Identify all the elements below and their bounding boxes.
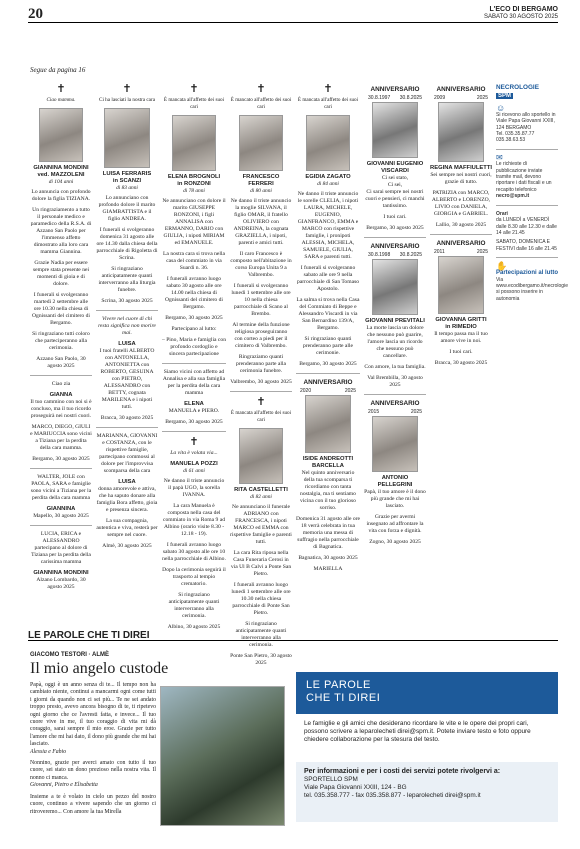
text: La cara Rita riposa nella Casa Funeraria Cerosi in via Ul B Calvi a Ponte San Pietro. [230,550,292,577]
text: Bergamo, 30 agosto 2025 [32,456,90,462]
deceased-name: GIOVANNI PREVITALI [365,318,425,324]
text: Bergamo, 30 agosto 2025 [366,225,424,231]
text: I tuoi cari. [383,214,407,220]
text: Azzano San Paolo, 30 agosto 2025 [36,356,86,369]
text: Si ricevono allo sportello in Viale Papa Giovanni XXIII, 124 BERGAMO [496,111,556,131]
text: La cara Manuela è composta nella casa del commiato in via Roma 9 ad Albino (orario visite 8.30 - 12.18 - 19). [163,503,225,537]
caption: È mancato all'affetto dei suoi cari [230,97,292,110]
text: Ne danno il triste annuncio il papà UGO, la sorella IVANNA. [163,478,225,498]
anniversary-heading: ANNIVERSARIO [370,86,420,93]
cross-icon: ✝ [323,83,333,95]
portrait-photo [438,102,484,162]
text: donna amorevole e attiva, che ha saputo donare alla famiglia Bora affetto, gioia e presenza sincera. [96,486,158,513]
text: Val Brembilla, 30 agosto 2025 [367,375,423,388]
deceased-name: MANUELA POZZI [170,461,218,467]
portrait-photo [438,256,484,314]
text: Lo annuncia con profondo dolore la figlia TIZIANA. [31,189,91,202]
promo-contact [296,762,558,822]
age: di 78 anni [183,188,205,194]
continuation-note: Segue da pagina 16 [30,66,86,74]
signature: Alessia e Fabio [30,748,67,755]
age: di 61 anni [183,468,205,474]
section-title: LE PAROLE CHE TI DIREI [28,630,150,641]
year-end: 30.8.2025 [399,252,422,258]
text: Il caro Francesco è composto nell'abitazione in corso Europa Unita 9 a Valbrembo. [230,251,292,278]
deceased-name: ELENA BROGNOLI in RONZONI [167,174,221,187]
portrait-photo [239,428,283,484]
cross-icon: ✝ [189,83,199,95]
year-end: 2025 [476,249,488,255]
article-headline: Il mio angelo custode [30,660,169,677]
year-start: 2020 [300,388,312,394]
year-end: 2025 [344,388,356,394]
text: Un ringraziamento a tutto il personale medico e paramedico della R.S.A. di Azzano San Paolo per l'immenso affetto dimostrato alla loro cara mamma Giannina. [30,207,92,255]
text: LUCIA, ERICA e ALESSANDRO partecipano al dolore di Tiziana per la perdita della carissima mamma [31,531,91,565]
text: Si ringraziano quanti prenderanno parte alle cerimonie. [302,336,353,356]
caption: È mancata all'affetto dei suoi cari [297,97,359,110]
paragraph: Nonnino, grazie per averci amato con tutto il tuo cuore, sei stato un dono prezioso nella nostra vita. Il nonno ci manca. [30,760,156,781]
text: Alzano Lombardo, 30 agosto 2025 [36,577,86,590]
anniversary-years [364,409,426,416]
text: Ponte San Pietro, 30 agosto 2025 [230,653,292,666]
quote: Vivere nel cuore di chi resta significa non morire mai. [98,316,156,336]
portrait-photo [372,259,418,315]
text: Siamo vicini con affetto ad Annalisa e alla sua famiglia per la perdita della cara mamma [162,369,226,396]
text: Domenica 31 agosto alle ore 18 verrà celebrata in tua memoria una messa di suffragio nella parrocchiale di Bagnatica. [296,516,360,550]
text: Grazie per avermi insegnato ad affrontare la vita con forza e dignità. [366,514,424,534]
column-1 [30,84,92,595]
cross-icon: ✝ [256,83,266,95]
text: Il tuo cammino con noi si è concluso, ma il tuo ricordo proseguirà nei nostri cuori. [30,399,92,419]
text: Ci sei stato, Ci sei, Ci sarai sempre nei nostri cuori e pensieri, ci manchi tantissimo. [365,175,425,209]
text: Lallio, 30 agosto 2025 [435,222,487,228]
promo-box [296,648,558,834]
divider [162,431,226,432]
year-start: 2011 [434,249,445,255]
text: Bergamo, 30 agosto 2025 [299,361,357,367]
mail-icon: ✉ [496,152,503,162]
divider [430,234,492,235]
year-end: 30.8.2025 [399,95,422,101]
cross-icon: ✝ [189,436,199,448]
text: I funerali si svolgeranno domenica 31 agosto alle ore 14.30 dalla chiesa della parrocchiale di Rigoletta di Scrina. [96,227,158,261]
text: Bergamo, 30 agosto 2025 [165,315,223,321]
caption: Ciao mamma. [46,97,76,103]
text: MARCO, DIEGO, GIULI e MARIUCCIA sono vicini a Tiziana per la perdita della cara mamma. [30,424,92,451]
paragraph: Papà, oggi è un anno senza di te... Il tempo non ha cambiato niente, continui a mancarmi ogni come tutti i giorni da quando non ci sei più... Te ne sei andato troppo presto, avevo ancora bisogno di te, ti ripetevo ogni giorno che ce l'avresti fatta, e invece... Il tuo cuore vive in me, il tuo coraggio di vita mi dà coraggio, sarai sempre il mio eroe. Grazie per tutto l'amore che mi hai dato, il dono più grande che mi hai lasciato. [30,682,156,748]
divider [296,373,360,374]
column-5 [296,84,360,577]
caption: Ci ha lasciati la nostra cara [98,97,156,103]
portrait-photo [305,395,351,453]
sidebar-title: NECROLOGIE [496,84,539,91]
text: – Pino, Maria e famiglia con profondo cordoglio e sincera partecipazione [162,337,227,357]
deceased-name: REGINA MAFFIULETTI [430,165,492,171]
text: I tuoi fratelli ALBERTO con ANTONELLA, ANTONIETTA con ROBERTO, GESUINA con PIETRO, ALESSANDRO con BETTY, cognata MARILENA e i nipoti tutti. [99,348,155,410]
user-icon: ☺ [496,103,506,114]
email-link[interactable]: necro@spm.it [496,193,530,200]
hand-icon: ✋ [496,261,508,272]
divider [230,391,292,392]
signature: Giovanni, Pietro e Elisabetta [30,782,98,789]
portrait-photo [39,108,83,162]
text: Si ringraziano tutti coloro che parteciperanno alla cerimonia. [32,331,90,351]
text: Grazie Nadia per essere sempre stata presente nei momenti di gioia e di dolore. [32,260,90,287]
anniversary-years [364,95,426,102]
name: LUISA [118,479,136,485]
page-number: 20 [28,6,43,22]
text: Nel quinto anniversario della tua scomparsa ti ricordiamo con tanta nostalgia, ma ti sentiamo vicina con il tuo glorioso sorriso. [300,470,356,511]
age: di 83 anni [116,185,138,191]
text: WALTER, JOLE con PAOLA, SARA e famiglie sono vicini a Tiziana per la perdita della cara mamma [30,474,92,501]
promo-banner [296,672,558,714]
text: Bagnatica, 30 agosto 2025 [298,555,358,561]
text: Bergamo, 30 agosto 2025 [165,419,223,425]
text: Almè, 30 agosto 2025 [102,543,152,549]
column-7 [430,84,492,371]
text: Bracca, 30 agosto 2025 [100,415,154,421]
text: La sua compagnia, autentica e viva, resterà per sempre nel cuore. [96,518,158,538]
cross-icon: ✝ [122,83,132,95]
caption: È mancata all'affetto dei suoi cari [163,97,225,110]
text: I funerali avranno luogo lunedì 1 settembre alle ore 10.30 nella chiesa parrocchiale di Ponte San Pietro. [231,582,291,616]
issue-date: SABATO 30 AGOSTO 2025 [483,14,558,20]
deceased-name: ISIDE ANDREOTTI BARCELLA [302,456,354,469]
quote: La vita è volata via... [170,450,218,456]
text: Dopo la cerimonia seguirà il trasporto al tempio crematorio. [162,567,226,587]
deceased-name: GIANNINA MONDINI ved. MAZZOLENI [33,165,89,178]
paper-name: L'ECO DI BERGAMO [489,6,558,13]
anniversary-heading: ANNIVERSARIO [370,243,420,250]
deceased-name: GIOVANNI EUGENIO VISCARDI [366,161,424,174]
divider [96,310,158,311]
portrait-photo [172,115,216,171]
anniversary-heading: ANNIVERSARIO [436,86,486,93]
text: I funerali avranno luogo sabato 30 agosto alle ore 14.00 nella chiesa di Ognissanti del cimitero di Bergamo. [165,276,223,310]
column-4 [230,84,292,671]
text: Scrina, 30 agosto 2025 [101,298,153,304]
anniversary-heading: ANNIVERSARIO [370,400,420,407]
text: Partecipano al lutto: [171,326,217,332]
year-start: 30.8.1997 [368,95,391,101]
text: Valbrembo, 30 agosto 2025 [230,379,292,385]
anniversary-years [296,388,360,395]
text: Si ringraziano anticipatamente quanti interverranno alla cerimonia. [235,621,287,648]
contact-address: Viale Papa Giovanni XXIII, 124 - BG [304,784,407,791]
year-start: 30.8.1998 [368,252,391,258]
divider [496,149,558,150]
text: Il tempo passa ma il tuo amore vive in noi. [434,331,488,344]
text: Ne annunciano con dolore il marito GIUSEPPE RONZONI, i figli ANNALISA con ERMANNO, DARIO con GIULIA, i nipoti MIRIAM ed EMANUELE. [162,198,226,246]
text: I funerali si svolgeranno sabato alle ore 9 nella parrocchiale di San Tomaso Apostolo. [296,265,360,292]
divider [96,427,158,428]
text: Lo annunciano con profondo dolore il marito GIAMBATTISTA e il figlio ANDREA. [98,195,156,222]
text: MARIANNA, GIOVANNI e COSTANZA, con le rispettive famiglie, partecipano commossi al dolore per l'improvvisa scomparsa della cara [96,433,158,474]
section-header [28,625,558,641]
text: Zogno, 30 agosto 2025 [369,539,421,545]
column-3 [162,84,226,635]
spm-logo: SPM [498,93,512,99]
divider [496,205,558,206]
contact-phone: tel. 035.358.777 - fax 035.358.877 - leparolecheti direi@spm.it [304,792,481,799]
name: ELENA [184,401,204,407]
text: La morte lascia un dolore che nessuno può guarire, l'amore lascia un ricordo che nessuno può cancellare. [366,325,424,359]
text: PATRIZIA con MARCO, ALBERTO e LORENZO, LIVIO con DANIELA, GIORGIA e GABRIEL. [431,190,491,217]
header-rule [28,22,558,23]
promo-text: Le famiglie e gli amici che desiderano ricordare le vite e le opere dei propri cari, possono scrivere a leparolecheti direi@spm.it. Potete inviare testo e foto oppure chiedere collaborazione per la stesura del testo. [304,720,531,743]
name: GIANNA [49,392,73,398]
text: Ne danno il triste annuncio le sorelle CLELIA, i nipoti LAURA, MICHELE, EUGENIO, GIANFRANCO, EMMA e MARCO con rispettive famiglie, i pronipoti ALESSIA, MICHELA, SAMUELE, GIULIA, SARA e parenti tutti. [297,191,359,260]
promo-title-line-2: CHE TI DIREI [306,692,381,704]
portrait-photo [104,108,150,168]
text: La nostra cara si trova nella casa del commiato in via Suardi n. 36. [163,251,225,271]
anniversary-heading: ANNIVERSARIO [436,240,486,247]
name: LUISA [118,341,136,347]
portrait-photo [306,115,350,171]
divider [496,257,558,258]
divider [364,237,426,238]
cross-icon: ✝ [256,396,266,408]
deceased-name: LUISA FERRARIS in SCANZI [102,171,152,184]
deceased-name: RITA CASTELLETTI [234,487,288,493]
text: Papà, il tuo amore è il dono più grande che mi hai lasciato. [364,489,426,509]
text: Albino, 30 agosto 2025 [167,624,221,630]
text: Sei sempre nei nostri cuori, grazie di tutto. [430,172,492,185]
text: Bracca, 30 agosto 2025 [434,360,488,366]
deceased-name: FRANCESCO FERRERI [242,174,280,187]
age: di 84 anni [317,181,339,187]
text: I funerali si svolgeranno lunedì 1 settembre alle ore 10 nella chiesa parrocchiale di Scano al Brembo. [231,283,291,317]
column-2 [96,84,158,554]
year-start: 2009 [434,95,446,101]
text: Al termine della funzione religiosa proseguiranno con corteo a piedi per il cimitero di Valbrembo. [232,322,290,349]
age: di 82 anni [250,494,272,500]
portrait-photo [372,416,418,472]
sidebar-title-2: Partecipazioni al lutto [496,269,559,276]
contact-office: SPORTELLO SPM [304,776,358,783]
deceased-name: EGIDIA ZAGATO [305,174,351,180]
name: GIANNINA MONDINI [33,570,89,576]
text: La salma si trova nella Casa del Commiato di Beppe e Alessandro Viscardi in via San Bernardino 139/A, Bergamo. [296,297,360,331]
text: Mapello, 30 agosto 2025 [33,513,89,519]
text: Via www.ecodibergamo.it/necrologie si possono inserire in autonomia [496,276,568,302]
caption: È mancata all'affetto dei suoi cari [230,410,292,423]
portrait-photo [372,102,418,158]
text: I tuoi cari. [449,349,473,355]
deceased-name: GIOVANNA GRITTI in RIMEDIO [435,317,487,330]
page-header [28,6,558,22]
anniversary-years [364,252,426,259]
divider [30,525,92,526]
promo-title-line-1: LE PAROLE [306,679,371,691]
age: di 80 anni [250,188,272,194]
text: Ne danno il triste annuncio la moglie SILVANA, il figlio OMAR, il fratello OLIVIERO con ANDREINA, la cognata GRAZIELLA, i nipoti, parenti e amici tutti. [230,198,292,246]
anniversary-heading: ANNIVERSARIO [303,379,353,386]
text: MANUELA e PIERO. [168,408,220,414]
text: Si ringraziano anticipatamente quanti interverranno alla liturgia funebre. [98,266,156,293]
masthead [484,6,558,21]
divider [364,394,426,395]
year-end: 2025 [476,95,488,101]
text: Le richieste di pubblicazione inviate tramite mail, devono riportare i dati fiscali e un recapito telefonico [496,161,552,193]
divider [30,375,92,376]
paragraph: Insieme a te è volato in cielo un pezzo del nostro cuore, continuo a vivere sapendo che un giorno ci ritroveremo... Con amore la tua Mirella [30,793,156,815]
text: MARIELLA [313,566,343,572]
text: Si ringraziano anticipatamente quanti interverranno alla cerimonia. [168,592,220,619]
text: Con amore, la tua famiglia. [364,364,426,370]
divider [30,468,92,469]
cross-icon: ✝ [56,83,66,95]
age: di 104 anni [48,179,74,185]
name: GIANNINA [46,506,76,512]
anniversary-years [430,95,492,102]
necrology-info-sidebar [496,84,568,302]
text: Ringraziamo quanti prenderanno parte alla cerimonia funebre. [235,354,286,374]
article-kicker: GIACOMO TESTORI · ALMÈ [30,652,109,658]
portrait-photo [239,115,283,171]
text: Ciao zia [51,381,71,387]
hours-title: Orari [496,210,508,217]
text: I funerali avranno luogo sabato 30 agosto alle ore 10 nella parrocchiale di Albino. [162,542,226,562]
column-6 [364,84,426,550]
anniversary-years [430,249,492,256]
year-start: 2015 [368,409,380,415]
phone-numbers: Tel. 035.35.87.77 035.38.63.53 [496,131,535,144]
text: SABATO, DOMENICA E FESTIVI dalle 16 alle 21.45 [496,239,557,252]
article-photo [160,686,285,826]
contact-title: Per informazioni e per i costi dei servizi potete rivolgervi a: [304,768,501,775]
year-end: 2025 [410,409,422,415]
text: I funerali si svolgeranno martedì 2 settembre alle ore 10.30 nella chiesa di Ognissanti del cimitero di Bergamo. [32,292,90,326]
article-body [30,682,156,816]
divider [162,363,226,364]
deceased-name: ANTONIO PELLEGRINI [377,475,413,488]
text: da LUNEDÌ a VENERDÌ dalle 8.30 alle 12.30 e dalle 14 alle 21.45 [496,217,557,236]
text: Ne annunciano il funerale ADRIANO con FRANCESCA, i nipoti MARCO ed EMMA con rispettive famiglie e parenti tutti. [230,504,292,545]
